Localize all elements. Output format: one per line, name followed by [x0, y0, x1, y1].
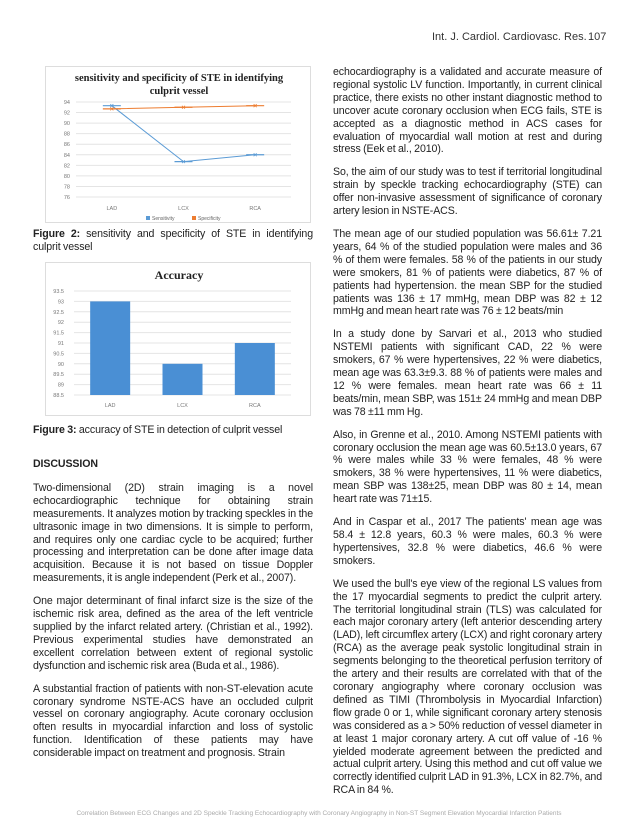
y-tick-label: 78 [63, 184, 70, 191]
y-tick-label: 88.5 [53, 393, 64, 399]
x-tick-label: LCX [178, 206, 189, 212]
paragraph: In a study done by Sarvari et al., 2013 who studied NSTEMI patients with significant CAD, 22 % were smokers, 67 % were hypertensives, 22 % were diabetics, mean age was 63.3±9.3. 88 % of patients were males and 12 % were females. mean heart rate was 66 ± 11 beats/min, mean SBP, was 151± 24 mmHg and mean DBP was 78 ±11 mm Hg. [333, 328, 602, 418]
chart-title: Accuracy [154, 268, 204, 282]
page-footer: Correlation Between ECG Changes and 2D Speckle Tracking Echocardiography with Coronary Angiography in Non-ST Segment Elevation Myocardial Infarction Patients [76, 810, 562, 817]
journal-title: Int. J. Cardiol. Cardiovasc. Res. [432, 31, 587, 43]
paragraph: We used the bull's eye view of the regional LS values from the 17 myocardial segments to predict the culprit artery. The territorial longitudinal strain (TLS) was calculated for each major coronary artery (left anterior descending artery (LAD), left circumflex artery (LCX) and right coronary artery (RCA) as the average peak systolic longitudinal strain in segments belonging to the theoretical perfusion territory of the artery and their results are correlated with that of the coronary angiography where coronary occlusion was defined as TIMI (Thrombolysis in Myocardial Infarction) flow grade 0 or 1, while significant coronary artery stenosis was considered as a > 50% reduction of vessel diameter in at least 1 major coronary artery. A cut off value of -16 % yielded moderate agreement between the predicted and actual culprit artery. Using this method and cut off value we correctly identified culprit LAD in 91.3%, LCX in 82.7%, and RCA in 84 %. [333, 577, 602, 797]
chart-title: sensitivity and specificity of STE in identifying culprit vessel [74, 73, 284, 97]
legend-label: Sensitivity [152, 216, 175, 222]
bar-rca [235, 343, 275, 395]
y-tick-label: 94 [63, 100, 70, 106]
paragraph: Also, in Grenne et al., 2010. Among NSTEMI patients with coronary occlusion the mean age was 60.5±13.0 years, 67 % were males while 33 % were females, 48 % were smokers, 38 % were hypertensives, 11 % were diabetics, mean SBP was 138±25, mean DBP was 80 ± 14, mean heart rate was 71±15. [333, 428, 602, 506]
x-tick-label: LCX [177, 403, 188, 409]
x-tick-label: RCA [249, 206, 261, 212]
x-tick-label: RCA [249, 403, 261, 409]
discussion-heading: DISCUSSION [33, 458, 98, 470]
y-tick-label: 90 [63, 121, 70, 128]
y-tick-label: 90.5 [53, 351, 64, 358]
y-tick-label: 76 [63, 195, 70, 201]
bar-lad [90, 301, 130, 395]
figure-2-label: Figure 2: [33, 228, 81, 240]
paragraph: So, the aim of our study was to test if territorial longitudinal strain by speckle tracking echocardiography (STE) can offer non-invasive assessment of significance of coronary artery lesion in NSTE-ACS. [333, 166, 602, 218]
y-tick-label: 91.5 [53, 330, 64, 337]
y-tick-label: 90 [57, 361, 64, 368]
right-column-text [333, 66, 602, 807]
y-tick-label: 82 [63, 163, 70, 170]
legend-swatch [192, 216, 196, 220]
legend-swatch [146, 216, 150, 220]
paragraph: A substantial fraction of patients with non-ST-elevation acute coronary syndrome NSTE-ACS have an occluded culprit vessel on coronary angiography. Acute coronary occlusion often results in myocardial infarction and loss of systolic function. Identification of these patients may have considerable impact on treatment and prognosis. Strain [33, 682, 313, 760]
y-tick-label: 93 [57, 299, 64, 306]
y-tick-label: 89 [57, 382, 64, 389]
figure-3-label: Figure 3: [33, 424, 77, 436]
y-tick-label: 93.5 [53, 289, 64, 295]
x-tick-label: LAD [106, 206, 118, 212]
y-tick-label: 92 [63, 110, 70, 117]
page-number: 107 [588, 31, 607, 43]
y-tick-label: 88 [63, 131, 70, 138]
figure-2-text: sensitivity and specificity of STE in identifying culprit vessel [33, 228, 314, 253]
paragraph: The mean age of our studied population was 56.61± 7.21 years, 64 % of the studied population were males and 36 % of them were females. 58 % of the patients in our study were smokers, 81 % of patients were diabetics, 87 % of patients had hypertension. the mean SBP for the studied patients was 136 ± 17 mmHg, mean DBP was 82 ± 12 mmHg and mean heart rate was 76 ± 12 beats/min [333, 227, 602, 318]
paragraph: And in Caspar et al., 2017 The patients' mean age was 58.4 ± 12.8 years, 60.3 % were males, 60.3 % were hypertensives, 32.8 % were diabetics, 46.6 % were smokers. [333, 516, 602, 567]
figure-3-text: accuracy of STE in detection of culprit vessel [76, 424, 283, 436]
y-tick-label: 80 [63, 173, 70, 180]
figure-3-caption [33, 424, 313, 437]
legend-label: Specificity [198, 216, 221, 222]
y-tick-label: 84 [63, 152, 70, 159]
x-tick-label: LAD [104, 403, 116, 409]
left-column-text [33, 458, 313, 770]
y-tick-label: 91 [57, 341, 64, 347]
y-tick-label: 86 [63, 142, 70, 149]
figure-2-caption [33, 228, 313, 254]
paragraph: Two-dimensional (2D) strain imaging is a novel echocardiographic technique for obtaining strain measurements. It analyzes motion by tracking speckles in the ultrasonic image in two dimensions. It is simple to perform, and requires only one cardiac cycle to be acquired; further processing and interpretation can be done after image data acquisition. Because it is not based on tissue Doppler measurements, it is angle independent (Perk et al., 2007). [33, 481, 313, 585]
paragraph: One major determinant of final infarct size is the size of the ischemic risk area, defined as the area of the left ventricle supplied by the infarct related artery. (Christian et al., 1992). Previous experimental studies have demonstrated an excellent correlation between extent of regional systolic dysfunction and ischemic risk area (Buda et al., 1986). [33, 595, 313, 672]
paragraph: echocardiography is a validated and accurate measure of regional systolic LV function. Importantly, in current clinical practice, there exists no other instant diagnostic method to uncover acute coronary occlusion when ECG fails, STE is accepted as a diagnostic method in ACS cases for evaluation of myocardial wall motion at rest and during stress (Eek et al., 2010). [333, 66, 602, 156]
y-tick-label: 92 [57, 320, 64, 327]
y-tick-label: 92.5 [53, 309, 64, 316]
sensitivity-specificity-chart [45, 66, 311, 223]
y-tick-label: 89.5 [53, 372, 64, 379]
bar-lcx [163, 364, 203, 395]
accuracy-chart [45, 262, 311, 416]
